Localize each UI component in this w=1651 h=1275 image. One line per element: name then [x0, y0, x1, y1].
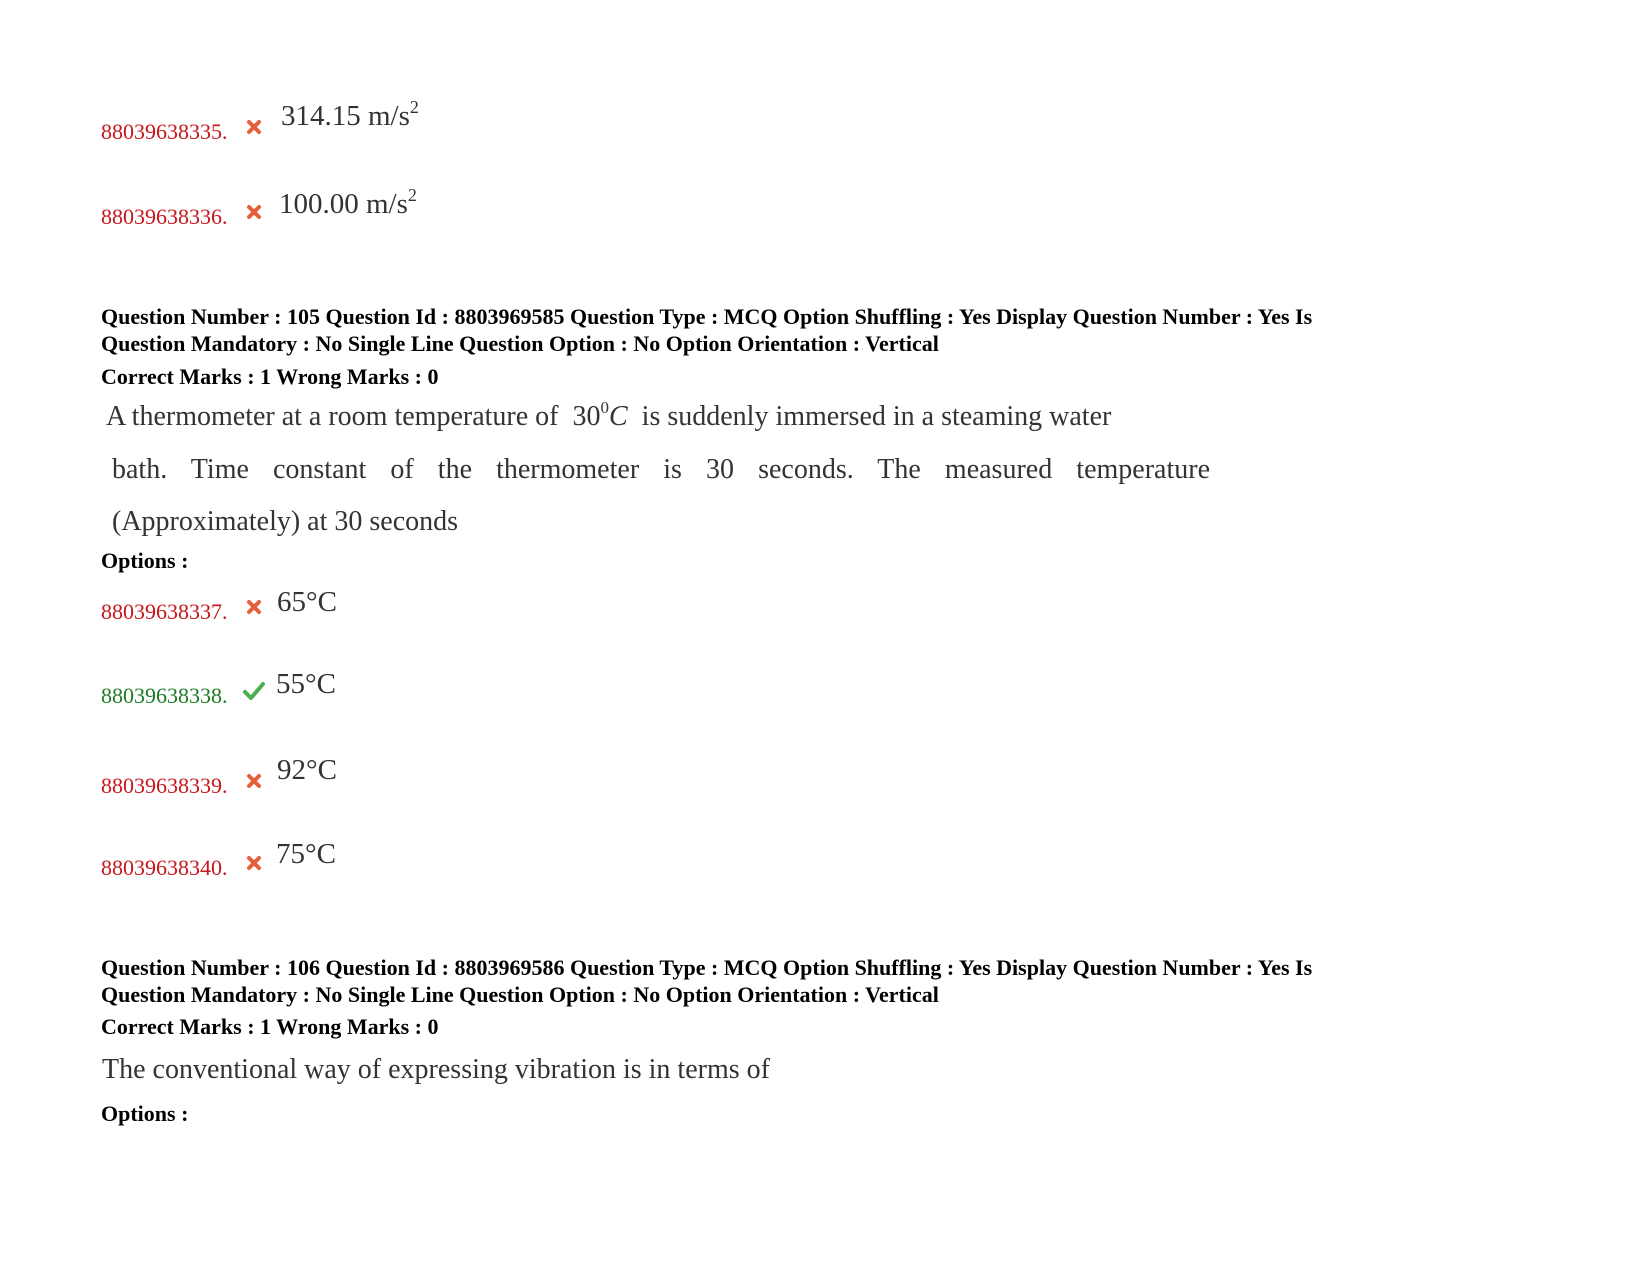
option-id: 88039638335.	[101, 119, 228, 144]
cross-icon	[245, 854, 263, 872]
option-value: 314.15 $m/s^2$	[281, 97, 419, 132]
cross-icon	[245, 772, 263, 790]
option-value: 65°C	[277, 586, 337, 618]
options-label: Options :	[101, 1101, 189, 1126]
question-meta: Question Mandatory : No Single Line Question Option : No Option Orientation : Vertical	[101, 982, 939, 1007]
cross-icon	[245, 203, 263, 221]
cross-icon	[245, 598, 263, 616]
question-text: (Approximately) at 30 seconds	[112, 506, 459, 537]
option-id: 88039638336.	[101, 204, 228, 229]
option-id: 88039638338.	[101, 683, 228, 708]
question-marks: Correct Marks : 1 Wrong Marks : 0	[101, 364, 439, 389]
question-meta: Question Number : 105 Question Id : 8803969585 Question Type : MCQ Option Shuffling : Yes Display Question Number : Yes Is	[101, 304, 1313, 329]
options-label: Options :	[101, 548, 189, 573]
option-value: 75°C	[276, 838, 336, 870]
question-marks: Correct Marks : 1 Wrong Marks : 0	[101, 1014, 439, 1039]
question-text: bath. Time constant of the thermometer is 30 seconds. The measured temperature	[112, 454, 1210, 485]
option-value: 92°C	[277, 754, 337, 786]
option-id: 88039638339.	[101, 773, 228, 798]
question-meta: Question Mandatory : No Single Line Question Option : No Option Orientation : Vertical	[101, 331, 939, 356]
check-icon	[243, 681, 265, 701]
question-text: A thermometer at a room temperature of $30^0C$ is suddenly immersed in a steaming water	[106, 398, 1112, 432]
question-text: The conventional way of expressing vibration is in terms of	[102, 1054, 770, 1085]
question-meta: Question Number : 106 Question Id : 8803969586 Question Type : MCQ Option Shuffling : Yes Display Question Number : Yes Is	[101, 955, 1313, 980]
option-id: 88039638340.	[101, 855, 228, 880]
option-id: 88039638337.	[101, 599, 228, 624]
option-value: 100.00 $m/s^2$	[279, 185, 417, 220]
option-value: 55°C	[276, 668, 336, 700]
cross-icon	[245, 118, 263, 136]
